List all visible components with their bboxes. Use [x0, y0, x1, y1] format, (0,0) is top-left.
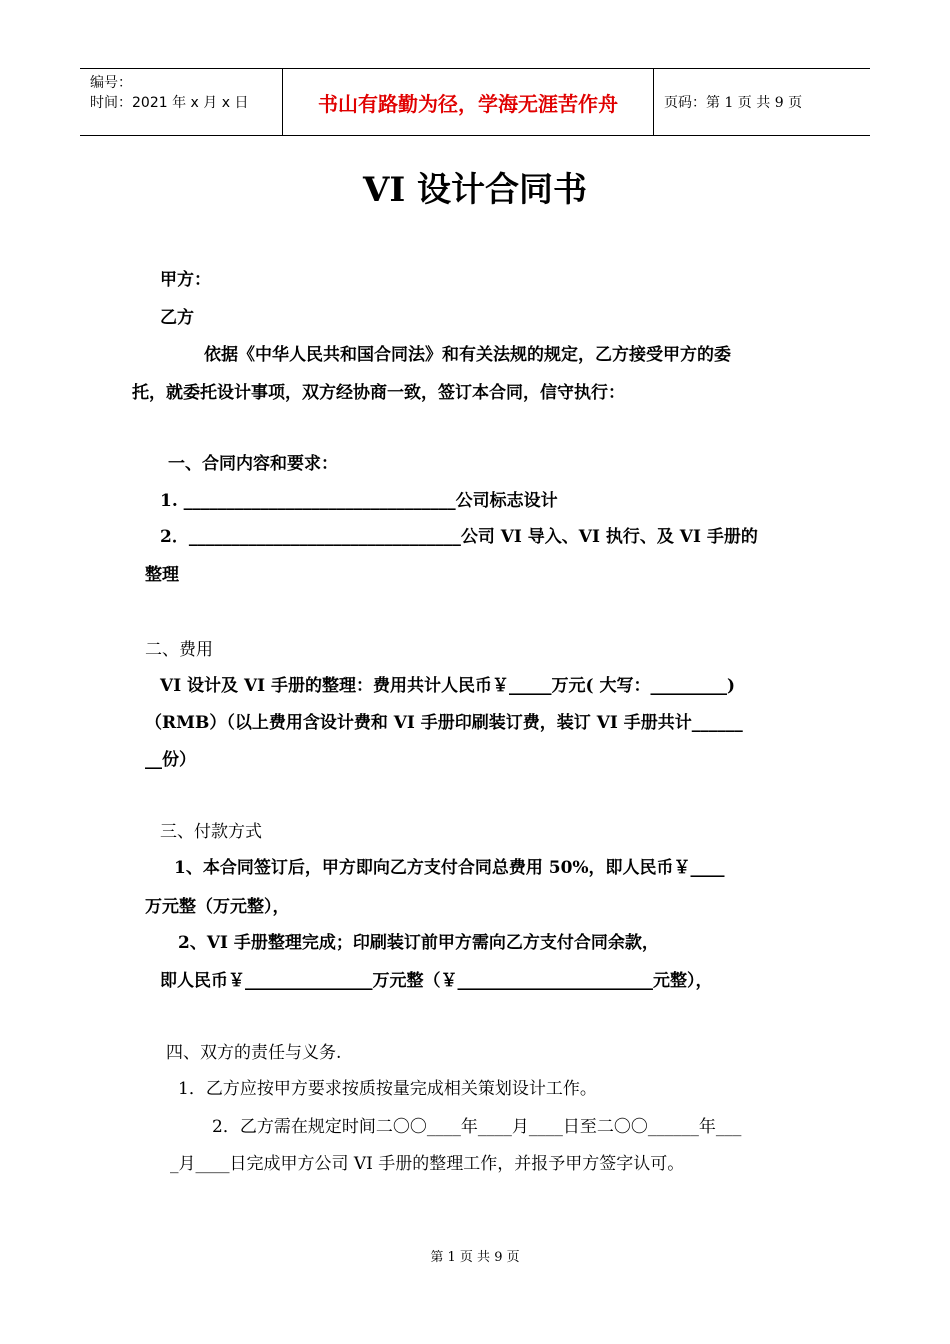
section2-line3: __份） — [145, 750, 196, 770]
section1-heading: 一、合同内容和要求： — [168, 454, 338, 474]
section3-line3: 2、VI 手册整理完成；印刷装订前甲方需向乙方支付合同余款， — [178, 933, 659, 953]
header-meta — [80, 69, 282, 135]
document-title: VI 设计合同书 — [362, 170, 588, 210]
header-page-info: 页码：第 1 页 共 9 页 — [664, 95, 803, 111]
section1-item2: 2．________________________________公司 VI 导入、VI 执行、及 VI 手册的 — [160, 527, 758, 547]
section3-line4: 即人民币￥_______________万元整（￥_______________________元整）， — [160, 971, 713, 991]
section2-line2: （RMB）（以上费用含设计费和 VI 手册印刷装订费，装订 VI 手册共计______ — [145, 713, 743, 733]
intro-paragraph-line2: 托，就委托设计事项，双方经协商一致，签订本合同，信守执行： — [132, 383, 625, 403]
serial-label: 编号： — [90, 75, 132, 91]
section4-line2: 2．乙方需在规定时间二〇〇____年____月____日至二〇〇______年___ — [212, 1117, 742, 1137]
page-footer: 第 1 页 共 9 页 — [430, 1250, 520, 1265]
section2-heading: 二、费用 — [145, 640, 213, 660]
section3-line1: 1、本合同签订后，甲方即向乙方支付合同总费用 50%，即人民币￥____ — [174, 858, 725, 878]
intro-paragraph-line1: 依据《中华人民共和国合同法》和有关法规的规定，乙方接受甲方的委 — [204, 345, 731, 365]
party-b-label: 乙方 — [160, 308, 194, 328]
header-motto: 书山有路勤为径，学海无涯苦作舟 — [282, 69, 654, 135]
section1-item2-cont: 整理 — [145, 565, 179, 585]
section3-heading: 三、付款方式 — [160, 822, 262, 842]
party-a-label: 甲方： — [160, 270, 211, 290]
section1-item1: 1. ________________________________公司标志设计 — [160, 491, 558, 511]
section4-heading: 四、双方的责任与义务. — [166, 1043, 342, 1063]
time-label: 时间：2021 年 x 月 x 日 — [90, 95, 249, 111]
page-header — [80, 68, 870, 136]
section3-line2: 万元整（万元整）， — [145, 897, 290, 917]
section4-line3: _月____日完成甲方公司 VI 手册的整理工作，并报予甲方签字认可。 — [170, 1154, 685, 1174]
section2-line1: VI 设计及 VI 手册的整理：费用共计人民币￥_____万元( 大写：_________) — [160, 676, 736, 696]
section4-line1: 1．乙方应按甲方要求按质按量完成相关策划设计工作。 — [178, 1079, 597, 1099]
